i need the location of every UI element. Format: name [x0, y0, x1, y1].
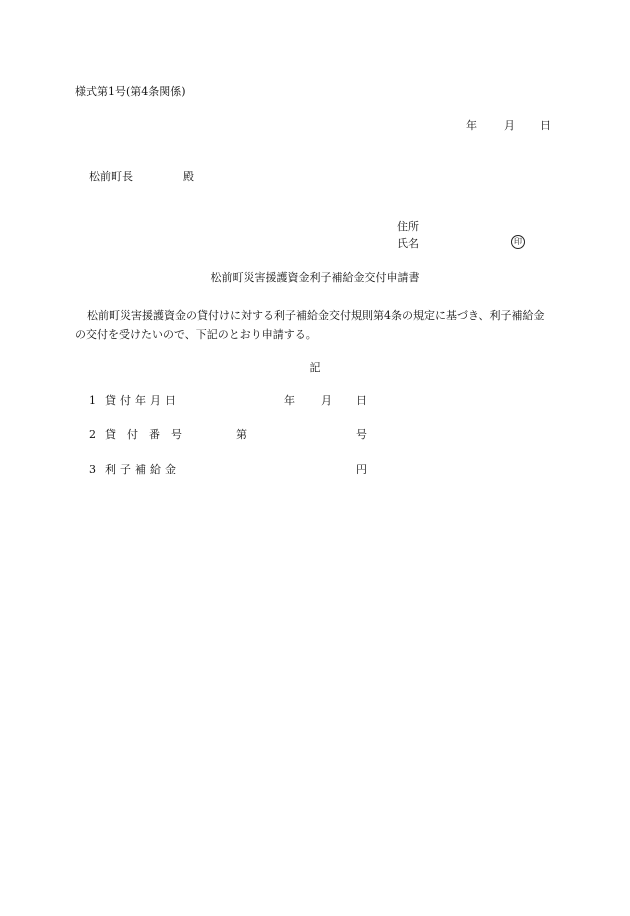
- item-number: 3: [89, 463, 96, 476]
- ki-heading: 記: [309, 361, 321, 374]
- item-label: 貸付年月日: [105, 394, 180, 407]
- item-unit: 円: [356, 463, 367, 476]
- item-label: 利子補給金: [105, 463, 180, 476]
- form-number: 様式第1号(第4条関係): [75, 85, 186, 98]
- item-loan-date: [0, 395, 630, 409]
- item-number: 1: [89, 394, 96, 407]
- date-year-label: 年: [466, 119, 477, 132]
- address-label: 住所: [397, 220, 419, 233]
- body-text: 松前町災害援護資金の貸付けに対する利子補給金交付規則第4条の規定に基づき、利子補給金の交付を受けたいので、下記のとおり申請する。: [75, 309, 545, 341]
- item-suffix: 号: [356, 428, 367, 441]
- seal-mark: 印: [511, 235, 525, 249]
- item-month-label: 月: [321, 394, 332, 407]
- item-interest-subsidy: [0, 464, 630, 478]
- item-number: 2: [89, 428, 96, 441]
- name-label: 氏名: [397, 237, 419, 250]
- date-day-label: 日: [540, 119, 551, 132]
- item-year-label: 年: [284, 394, 295, 407]
- item-day-label: 日: [356, 394, 367, 407]
- addressee-name: 松前町長: [89, 170, 133, 183]
- date-month-label: 月: [504, 119, 515, 132]
- item-prefix: 第: [236, 428, 247, 441]
- document-title: 松前町災害援護資金利子補給金交付申請書: [210, 271, 420, 284]
- item-label: 貸付番号: [105, 428, 193, 441]
- addressee-honorific: 殿: [183, 170, 194, 183]
- item-loan-number: [0, 429, 630, 443]
